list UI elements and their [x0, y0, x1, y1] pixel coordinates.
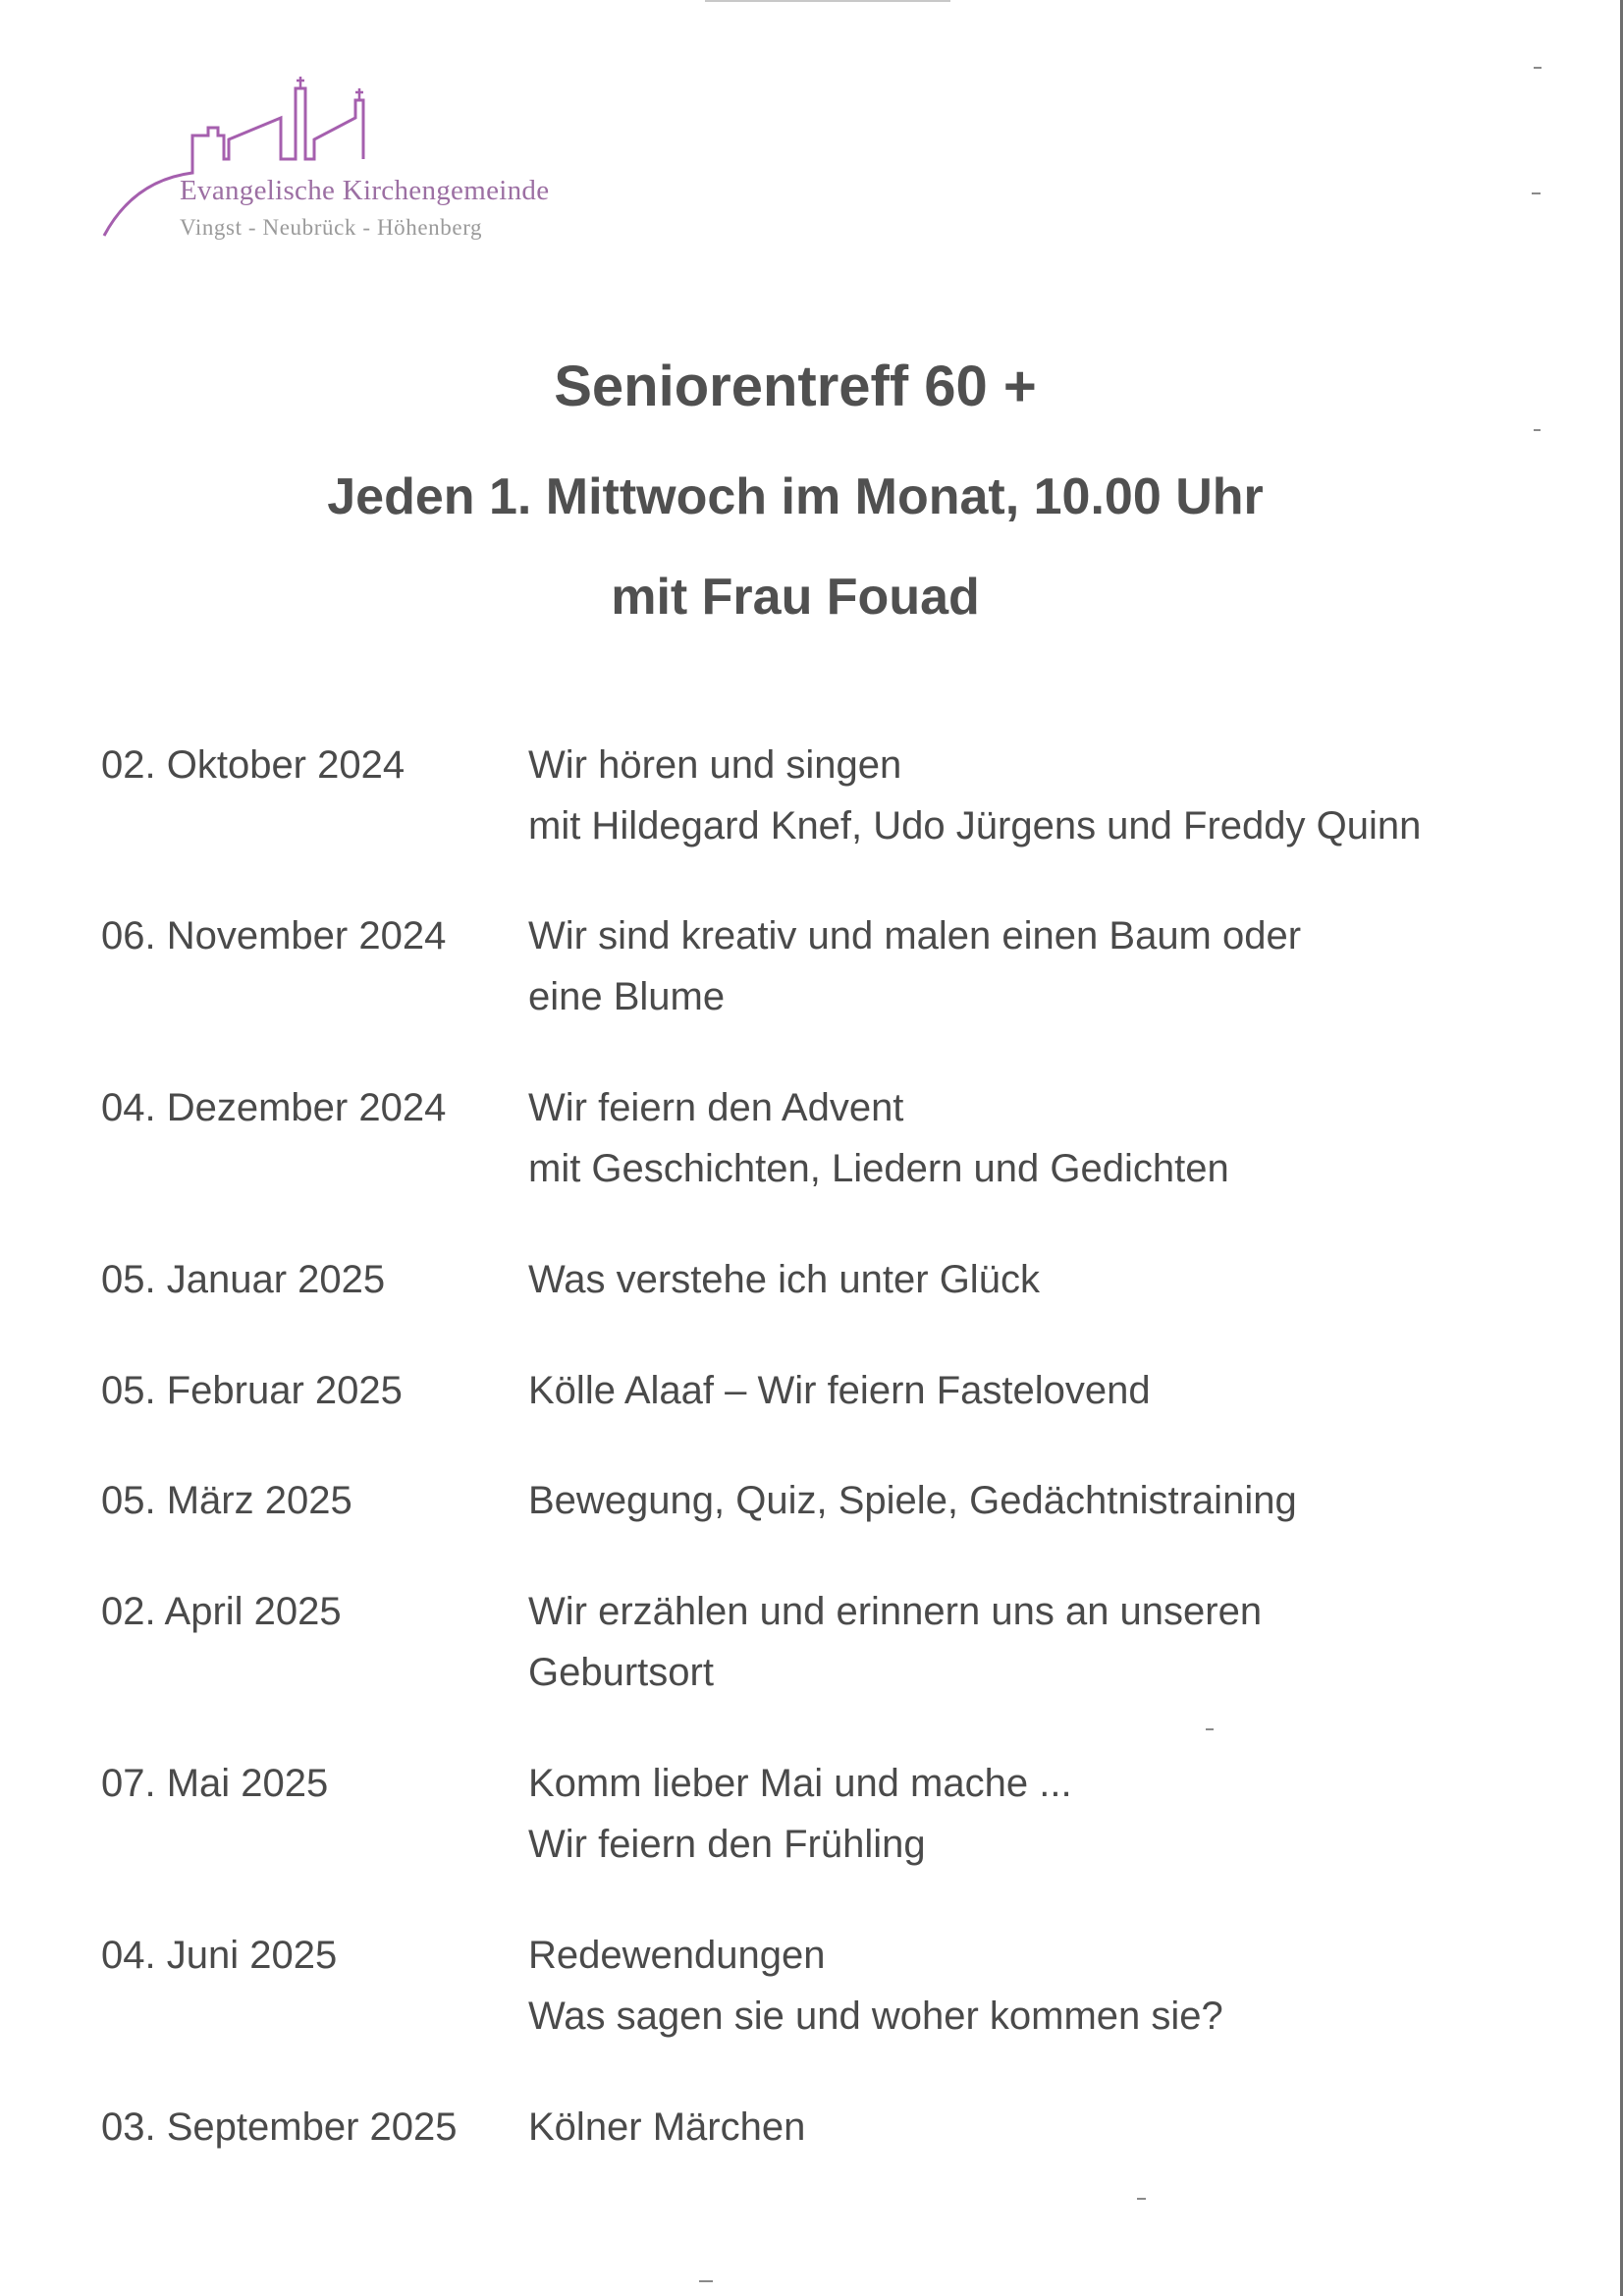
- scan-speck: [1534, 429, 1541, 431]
- event-line: Geburtsort: [528, 1651, 714, 1694]
- event-row: [101, 2097, 1525, 2175]
- event-date: 07. Mai 2025: [101, 1762, 329, 1805]
- event-description: [528, 1249, 1040, 1310]
- event-description: [528, 1470, 1297, 1531]
- event-line: Was verstehe ich unter Glück: [528, 1258, 1040, 1301]
- event-line: Kölle Alaaf – Wir feiern Fastelovend: [528, 1369, 1151, 1412]
- logo-outline: [104, 88, 363, 236]
- logo-name: Evangelische Kirchengemeinde: [180, 175, 550, 206]
- scan-speck: [1534, 67, 1542, 69]
- event-line: Komm lieber Mai und mache ...: [528, 1762, 1072, 1805]
- scan-speck: [1206, 1728, 1214, 1730]
- event-date: 02. April 2025: [101, 1590, 342, 1633]
- page-title: Seniorentreff 60 +: [554, 355, 1037, 418]
- event-row: [101, 1753, 1525, 1925]
- event-line: Bewegung, Quiz, Spiele, Gedächtnistraining: [528, 1479, 1297, 1522]
- event-date: 02. Oktober 2024: [101, 743, 406, 787]
- event-date: 03. September 2025: [101, 2105, 458, 2149]
- logo-subtitle: Vingst - Neubrück - Höhenberg: [180, 215, 483, 240]
- event-row: [101, 1249, 1525, 1360]
- event-row: [101, 1470, 1525, 1581]
- event-description: [528, 1925, 1223, 2047]
- event-line: Wir sind kreativ und malen einen Baum oder: [528, 914, 1302, 957]
- event-description: [528, 2097, 805, 2158]
- event-line: mit Geschichten, Liedern und Gedichten: [528, 1147, 1229, 1190]
- scan-speck: [1137, 2198, 1146, 2200]
- event-description: [528, 905, 1301, 1027]
- event-line: Wir hören und singen: [528, 743, 902, 787]
- event-description: [528, 1581, 1262, 1703]
- scan-speck: [699, 2280, 713, 2282]
- event-line: Wir feiern den Advent: [528, 1086, 904, 1129]
- event-line: eine Blume: [528, 975, 726, 1018]
- event-schedule: [101, 735, 1525, 2175]
- event-row: [101, 1077, 1525, 1249]
- event-description: [528, 1077, 1229, 1199]
- event-row: [101, 1360, 1525, 1470]
- event-date: 05. März 2025: [101, 1479, 352, 1522]
- logo-spire-right: [355, 88, 363, 100]
- scan-speck: [705, 0, 950, 2]
- event-date: 05. Februar 2025: [101, 1369, 403, 1412]
- schedule-line: Jeden 1. Mittwoch im Monat, 10.00 Uhr: [327, 468, 1264, 525]
- event-line: Redewendungen: [528, 1934, 826, 1977]
- event-row: [101, 905, 1525, 1077]
- scan-speck: [1532, 192, 1541, 194]
- event-line: Was sagen sie und woher kommen sie?: [528, 1995, 1223, 2038]
- event-line: Wir erzählen und erinnern uns an unseren: [528, 1590, 1263, 1633]
- event-description: [528, 735, 1421, 856]
- church-logo: [98, 69, 609, 255]
- logo-spire-left: [297, 77, 304, 88]
- host-line: mit Frau Fouad: [611, 569, 980, 626]
- event-date: 04. Dezember 2024: [101, 1086, 447, 1129]
- event-description: [528, 1753, 1072, 1875]
- event-date: 06. November 2024: [101, 914, 447, 957]
- event-date: 04. Juni 2025: [101, 1934, 338, 1977]
- event-row: [101, 735, 1525, 905]
- event-row: [101, 1581, 1525, 1753]
- event-line: mit Hildegard Knef, Udo Jürgens und Freddy Quinn: [528, 804, 1422, 847]
- event-description: [528, 1360, 1151, 1421]
- event-line: Kölner Märchen: [528, 2105, 806, 2149]
- event-row: [101, 1925, 1525, 2097]
- event-line: Wir feiern den Frühling: [528, 1823, 926, 1866]
- event-date: 05. Januar 2025: [101, 1258, 386, 1301]
